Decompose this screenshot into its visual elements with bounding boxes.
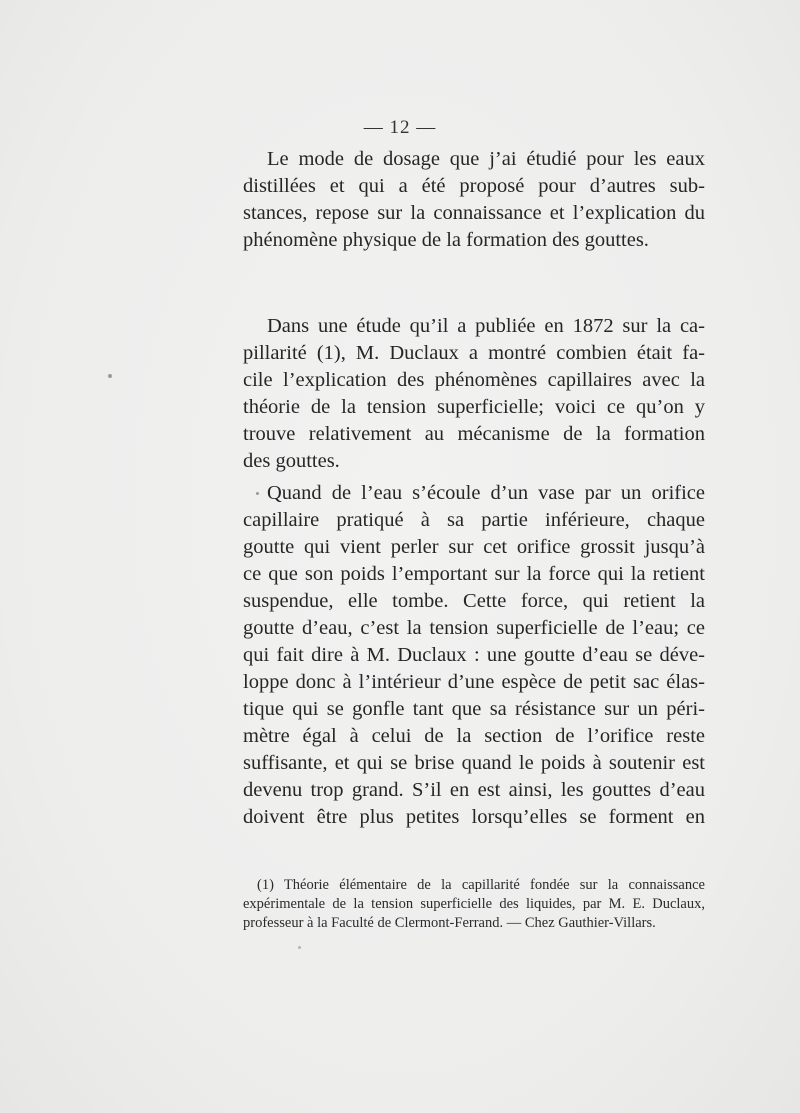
ink-speck xyxy=(298,946,301,949)
ink-speck xyxy=(256,492,259,495)
paragraph-line: goutte qui vient perler sur cet orifice grossit jusqu’à xyxy=(243,536,705,558)
paragraph-line: Quand de l’eau s’écoule d’un vase par un orifice xyxy=(267,482,705,504)
paragraph-line: Le mode de dosage que j’ai étudié pour les eaux xyxy=(267,148,705,170)
paragraph-line: Dans une étude qu’il a publiée en 1872 sur la ca- xyxy=(267,315,705,337)
paragraph-line: mètre égal à celui de la section de l’orifice reste xyxy=(243,725,705,747)
paragraph-line: qui fait dire à M. Duclaux : une goutte d’eau se déve- xyxy=(243,644,705,666)
paragraph-line: stances, repose sur la connaissance et l’explication du xyxy=(243,202,705,224)
ink-speck xyxy=(108,374,112,378)
paragraph-line: loppe donc à l’intérieur d’une espèce de petit sac élas- xyxy=(243,671,705,693)
paragraph-line: cile l’explication des phénomènes capillaires avec la xyxy=(243,369,705,391)
paragraph-line: théorie de la tension superficielle; voici ce qu’on y xyxy=(243,396,705,418)
footnote xyxy=(243,876,705,933)
footnote-line: professeur à la Faculté de Clermont-Ferrand. — Chez Gauthier-Villars. xyxy=(243,915,656,931)
paragraph-line: trouve relativement au mécanisme de la formation xyxy=(243,423,705,445)
paragraph-line: des gouttes. xyxy=(243,450,340,472)
paragraph-line: ce que son poids l’emportant sur la force qui la retient xyxy=(243,563,705,585)
paragraph-line: capillaire pratiqué à sa partie inférieure, chaque xyxy=(243,509,705,531)
paragraph-line: devenu trop grand. S’il en est ainsi, les gouttes d’eau xyxy=(243,779,705,801)
page-number: — 12 — xyxy=(363,117,437,138)
paragraph-line: pillarité (1), M. Duclaux a montré combien était fa- xyxy=(243,342,705,364)
paragraph-line: suffisante, et qui se brise quand le poids à soutenir est xyxy=(243,752,705,774)
paragraph-duclaux-study xyxy=(243,313,705,475)
paragraph-drop-mechanism xyxy=(243,480,705,831)
paragraph-line: tique qui se gonfle tant que sa résistance sur un péri- xyxy=(243,698,705,720)
paragraph-line: distillées et qui a été proposé pour d’autres sub- xyxy=(243,175,705,197)
footnote-line: expérimentale de la tension superficielle des liquides, par M. E. Duclaux, xyxy=(243,896,705,912)
footnote-line: (1) Théorie élémentaire de la capillarité fondée sur la connaissance xyxy=(257,877,705,893)
paragraph-line: suspendue, elle tombe. Cette force, qui retient la xyxy=(243,590,705,612)
paragraph-line: goutte d’eau, c’est la tension superficielle de l’eau; ce xyxy=(243,617,705,639)
paragraph-dosage-method xyxy=(243,146,705,254)
paragraph-line: doivent être plus petites lorsqu’elles se forment en xyxy=(243,806,705,828)
paragraph-line: phénomène physique de la formation des gouttes. xyxy=(243,229,649,251)
